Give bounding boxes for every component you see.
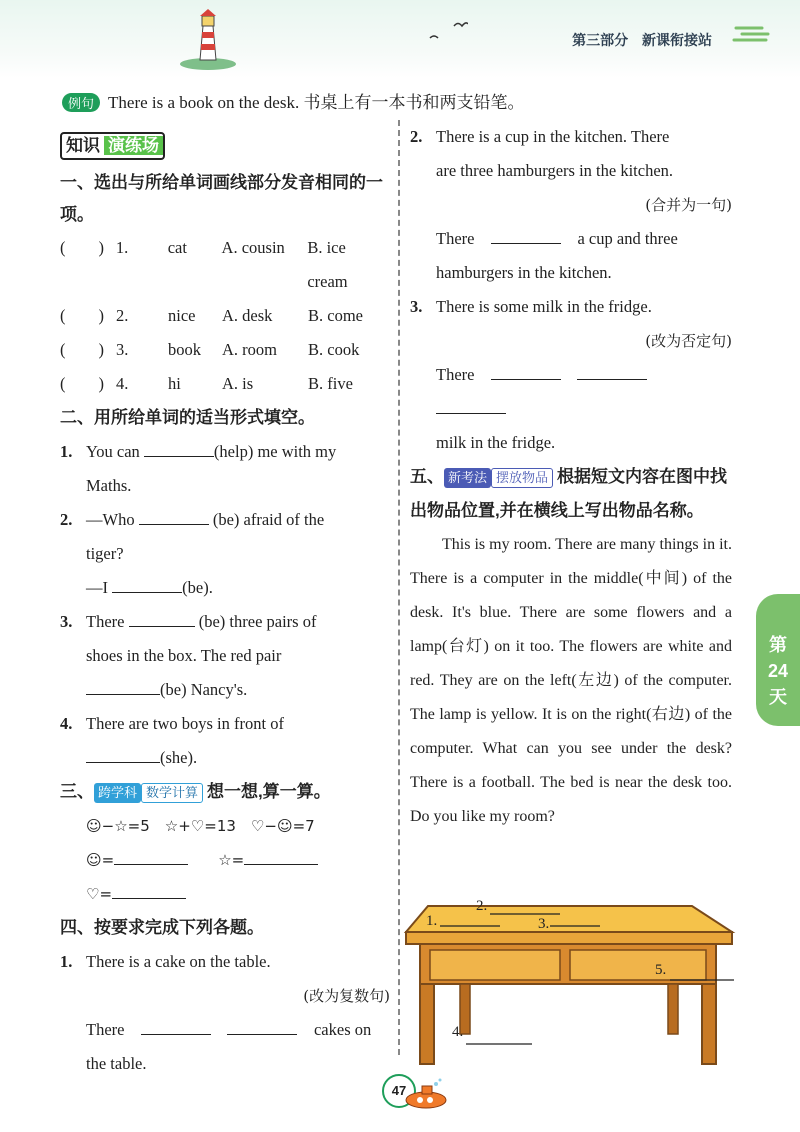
q-text: (be).: [182, 578, 213, 597]
q-text: —Who: [86, 510, 135, 529]
q-num: 4.: [60, 714, 73, 733]
answer-label: ☆=: [218, 851, 245, 869]
s2-q1: [60, 435, 390, 469]
s2-q2-answer: [60, 571, 390, 605]
equation: ☆+♡=13: [164, 817, 236, 835]
q-text: the table.: [86, 1054, 147, 1073]
header-title: [562, 30, 712, 50]
s3-answer-3: [60, 877, 390, 911]
tag-new-method: 新考法: [444, 468, 491, 488]
option-b: B. ice cream: [307, 238, 348, 291]
sec-num: 三、: [60, 782, 94, 801]
section-1-title: 一、选出与所给单词画线部分发音相同的一项。: [60, 173, 383, 224]
section-2-title: 二、用所给单词的适当形式填空。: [60, 408, 315, 427]
answer-blank[interactable]: [436, 395, 506, 414]
s2-q3-line: [60, 673, 390, 707]
option-a: A. desk: [222, 306, 273, 325]
wave-icon: [732, 22, 772, 46]
answer-blank[interactable]: [86, 676, 160, 695]
s1-item: [60, 299, 390, 333]
s4-q1: [60, 945, 390, 979]
answer-paren[interactable]: ( ): [60, 340, 104, 359]
answer-blank[interactable]: [112, 880, 186, 899]
q-text: There is a cake on the table.: [86, 952, 271, 971]
q-text: cakes on: [313, 1020, 372, 1039]
desk-illustration: [400, 898, 740, 1068]
desk-label-1: 1.: [426, 913, 438, 929]
s4-q3-answer: [410, 358, 732, 426]
answer-blank[interactable]: [144, 438, 214, 457]
page-number: 47: [382, 1074, 416, 1108]
desk-label-2: 2.: [476, 898, 488, 914]
answer-blank[interactable]: [114, 846, 188, 865]
option-b: B. cook: [308, 340, 360, 359]
q-text: There is some milk in the fridge.: [436, 297, 652, 316]
answer-blank[interactable]: [112, 574, 182, 593]
answer-label: ☺=: [86, 851, 115, 869]
tab-line: 第: [769, 635, 787, 655]
q-note: (改为复数句): [303, 987, 390, 1005]
tag-cross-subject: 跨学科: [94, 783, 141, 803]
q-note: (改为否定句): [645, 332, 732, 350]
q-text: hamburgers in the kitchen.: [436, 263, 612, 282]
section-badge: [60, 132, 165, 160]
q-text: Maths.: [86, 476, 132, 495]
sec-num: 五、: [410, 467, 444, 486]
q-num: 1.: [60, 952, 73, 971]
left-column: [60, 120, 390, 1081]
header-section-title: 新课衔接站: [642, 32, 712, 48]
q-text: There: [436, 229, 475, 248]
answer-paren[interactable]: ( ): [60, 374, 104, 393]
q-num: 3.: [410, 297, 423, 316]
q-text: tiger?: [86, 544, 124, 563]
option-a: A. cousin: [221, 238, 285, 257]
section-3-title: [60, 775, 390, 809]
q-text: milk in the fridge.: [436, 433, 556, 452]
q-text: a cup and three: [577, 229, 678, 248]
q-text: You can: [86, 442, 140, 461]
s2-q4: [60, 707, 390, 741]
q-text: are three hamburgers in the kitchen.: [436, 161, 674, 180]
s1-item: [60, 367, 390, 401]
s2-q3: [60, 605, 390, 639]
s2-q4-line: [60, 741, 390, 775]
s1-item: [60, 231, 390, 299]
item-num: 2.: [116, 306, 129, 325]
reading-passage: This is my room. There are many things in it. There is a computer in the middle(中间) of the desk. It's blue. There are some flowers and a lamp(台灯) on it too. The flowers are white and red. They are on the left(左边) of the computer. The lamp is yellow. It is on the right(右边) of the computer. What can you see under the desk? There is a football. The bed is near the desk too. Do you like my room?: [410, 536, 732, 825]
answer-blank[interactable]: [227, 1016, 297, 1035]
answer-blank[interactable]: [491, 361, 561, 380]
answer-blank[interactable]: [141, 1016, 211, 1035]
sec-text: 想一想,算一算。: [207, 782, 331, 801]
q-num: 3.: [60, 612, 73, 631]
answer-blank[interactable]: [577, 361, 647, 380]
q-text: There: [436, 365, 475, 384]
s3-answers: [60, 843, 390, 877]
desk-label-3: 3.: [538, 916, 550, 932]
s4-q2-answer: [410, 222, 732, 256]
tag-math: 数学计算: [141, 783, 203, 803]
s3-equations: [60, 809, 390, 843]
example-text: There is a book on the desk. 书桌上有一本书和两支铅笔。: [108, 93, 525, 112]
tag-arrange: 摆放物品: [491, 468, 553, 488]
example-badge: 例句: [62, 93, 100, 112]
q-note: (合并为一句): [645, 196, 732, 214]
q-num: 2.: [60, 510, 73, 529]
right-column: [410, 120, 732, 834]
desk-label-5: 5.: [655, 962, 667, 978]
answer-label: ♡=: [86, 885, 113, 903]
header-part: 第三部分: [572, 32, 629, 48]
s4-q2: [410, 120, 732, 154]
tab-line: 24: [767, 661, 789, 681]
s4-q3: [410, 290, 732, 324]
section-1-items: [60, 231, 390, 401]
item-word: hi: [168, 374, 181, 393]
q-num: 2.: [410, 127, 423, 146]
option-a: A. room: [222, 340, 277, 359]
item-num: 3.: [116, 340, 129, 359]
section-4-title: 四、按要求完成下列各题。: [60, 918, 264, 937]
option-b: B. five: [308, 374, 353, 393]
s4-q1-answer: [60, 1013, 390, 1047]
tab-line: 天: [769, 687, 787, 707]
answer-paren[interactable]: ( ): [60, 306, 104, 325]
q-text: shoes in the box. The red pair: [86, 646, 282, 665]
badge-right: 演练场: [104, 136, 163, 155]
q-text: There is a cup in the kitchen. There: [436, 127, 670, 146]
item-num: 1.: [115, 238, 129, 257]
answer-paren[interactable]: ( ): [60, 238, 104, 257]
q-text: There: [86, 1020, 125, 1039]
q-num: 1.: [60, 442, 73, 461]
q-text: (be) Nancy's.: [160, 680, 248, 699]
s2-q2: [60, 503, 390, 537]
day-side-tab: [756, 594, 800, 726]
answer-blank[interactable]: [86, 744, 160, 763]
section-5-title: [410, 460, 732, 528]
q-text: (be) afraid of the: [212, 510, 325, 529]
q-text: There: [86, 612, 125, 631]
q-text: (help) me with my: [213, 442, 337, 461]
item-word: nice: [168, 306, 196, 325]
submarine-icon: [400, 1078, 448, 1110]
q-text: —I: [86, 578, 108, 597]
lighthouse-icon: [178, 8, 238, 70]
answer-blank[interactable]: [129, 608, 195, 627]
answer-blank[interactable]: [139, 506, 209, 525]
answer-blank[interactable]: [244, 846, 318, 865]
item-num: 4.: [116, 374, 129, 393]
s1-item: [60, 333, 390, 367]
option-a: A. is: [222, 374, 254, 393]
answer-blank[interactable]: [491, 225, 561, 244]
page-header: [0, 0, 800, 78]
item-word: book: [168, 340, 201, 359]
example-sentence: [62, 88, 524, 113]
desk-label-4: 4.: [452, 1024, 464, 1040]
seagull-icon: [428, 18, 468, 42]
sec-text: 根据短文内容在图中找出物品位置,并在横线上写出物品名称。: [410, 467, 728, 520]
q-text: (she).: [160, 748, 198, 767]
equation: ♡−☺=7: [250, 817, 315, 835]
item-word: cat: [167, 238, 187, 257]
badge-left: 知识: [62, 136, 104, 155]
q-text: (be) three pairs of: [198, 612, 317, 631]
q-text: There are two boys in front of: [86, 714, 284, 733]
equation: ☺−☆=5: [86, 817, 150, 835]
option-b: B. come: [308, 306, 363, 325]
